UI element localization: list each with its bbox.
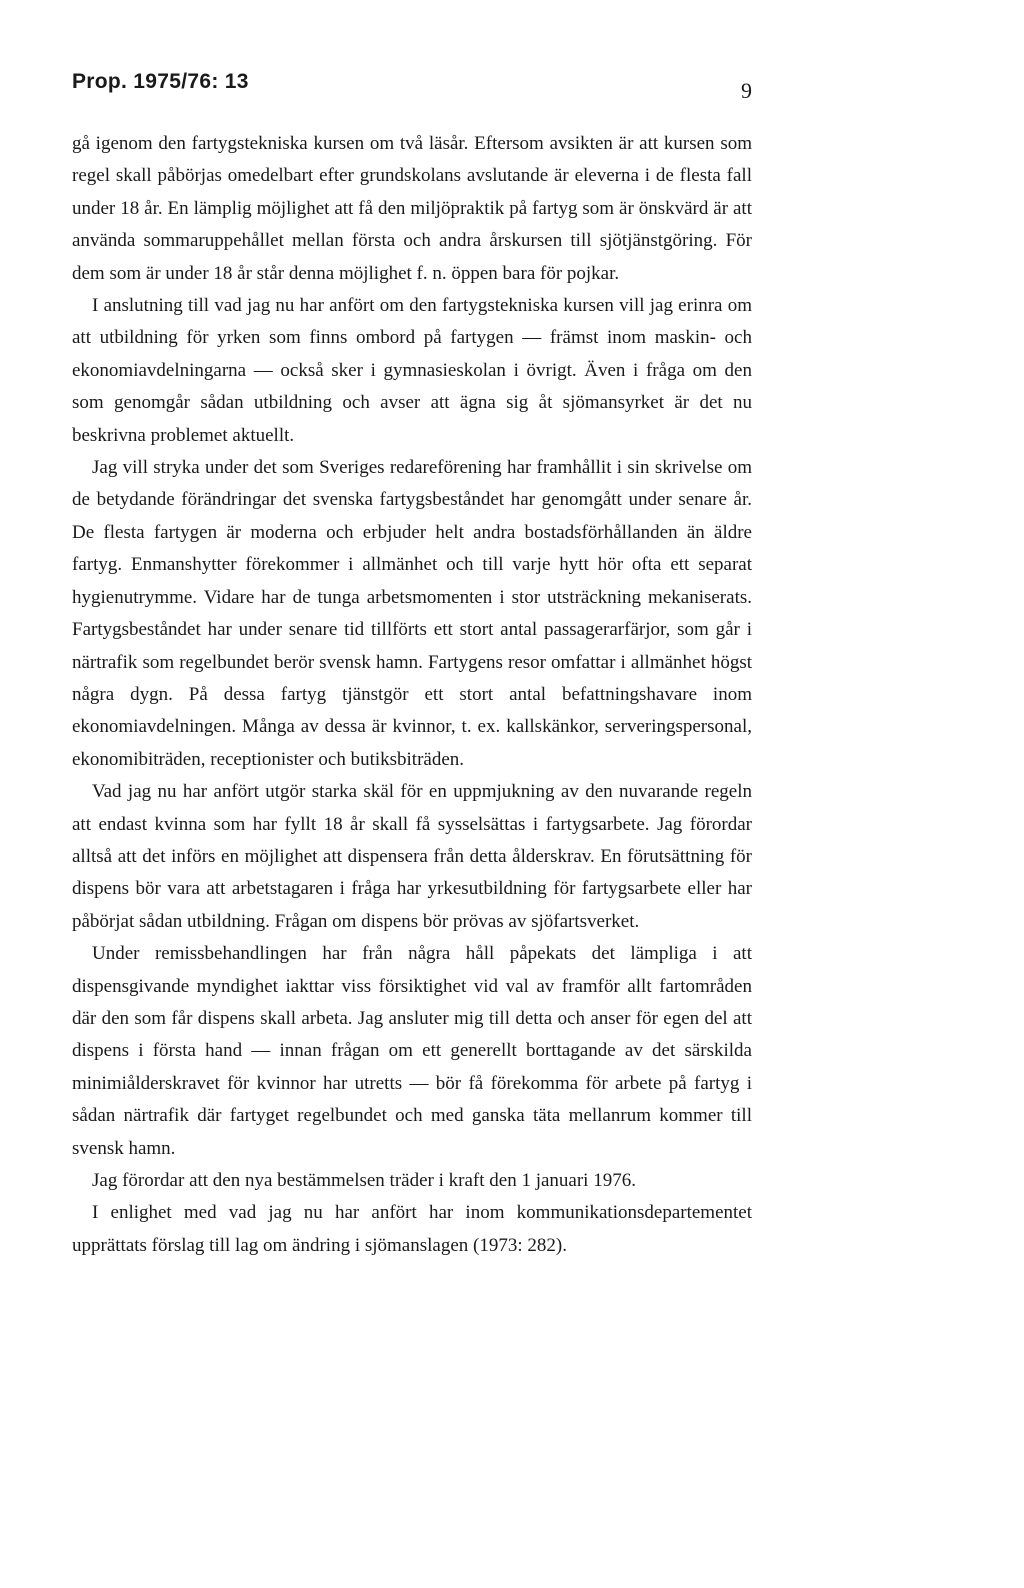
page-number: 9: [741, 78, 752, 103]
page-header: [72, 70, 752, 110]
paragraph-dispensation: Vad jag nu har anfört utgör starka skäl för en uppmjukning av den nuvarande regeln att endast kvinna som har fyllt 18 år skall få sysselsättas i fartygsarbete. Jag förordar alltså att det införs en möjlighet att dispensera från detta ålderskrav. En förutsättning för dispens bör vara att arbetstagaren i fråga har yrkesutbildning för fartygsarbete eller har påbörjat sådan utbildning. Frågan om dispens bör prövas av sjöfartsverket.: [72, 781, 752, 932]
paragraph-remiss: Under remissbehandlingen har från några håll påpekats det lämpliga i att dispensgivande myndighet iakttar viss försiktighet vid val av framför allt fartområden där den som får dispens skall arbeta. Jag ansluter mig till detta och anser för egen del att dispens i första hand — innan frågan om ett generellt borttagande av det särskilda minimiålderskravet för kvinnor har utretts — bör få förekomma för arbete på fartyg i sådan närtrafik där fartyget regelbundet och med ganska täta mellanrum kommer till svensk hamn.: [72, 943, 752, 1159]
paragraph-proposal: I enlighet med vad jag nu har anfört har inom kommunikationsdepartementet upprättats förslag till lag om ändring i sjömanslagen (1973: 282).: [72, 1202, 752, 1256]
document-reference: Prop. 1975/76: 13: [72, 70, 249, 93]
paragraph-effective-date: Jag förordar att den nya bestämmelsen träder i kraft den 1 januari 1976.: [92, 1170, 636, 1191]
paragraph-education: I anslutning till vad jag nu har anfört om den fartygstekniska kursen vill jag erinra om att utbildning för yrken som finns ombord på fartygen — främst inom maskin- och ekonomiavdelningarna — också sker i gymnasieskolan i övrigt. Även i fråga om den som genomgår sådan utbildning och avser att ägna sig åt sjömansyrket är det nu beskrivna problemet aktuellt.: [72, 295, 752, 446]
body-text: [72, 128, 752, 1262]
paragraph-continuation: gå igenom den fartygstekniska kursen om två läsår. Eftersom avsikten är att kursen som regel skall påbörjas omedelbart efter grundskolans avslutande är eleverna i de flesta fall under 18 år. En lämplig möjlighet att få den miljöpraktik på fartyg som är önskvärd är att använda sommaruppehållet mellan första och andra årskursen till sjötjänstgöring. För dem som är under 18 år står denna möjlighet f. n. öppen bara för pojkar.: [72, 133, 752, 284]
paragraph-fleet-changes: Jag vill stryka under det som Sveriges redareförening har framhållit i sin skrivelse om de betydande förändringar det svenska fartygsbeståndet har genomgått under senare år. De flesta fartygen är moderna och erbjuder helt andra bostadsförhållanden än äldre fartyg. Enmanshytter förekommer i allmänhet och till varje hytt hör ofta ett separat hygienutrymme. Vidare har de tunga arbetsmomenten i stor utsträckning mekaniserats. Fartygsbeståndet har under senare tid tillförts ett stort antal passagerarfärjor, som går i närtrafik som regelbundet berör svensk hamn. Fartygens resor omfattar i allmänhet högst några dygn. På dessa fartyg tjänstgör ett stort antal befattningshavare inom ekonomiavdelningen. Många av dessa är kvinnor, t. ex. kallskänkor, serveringspersonal, ekonomibiträden, receptionister och butiksbiträden.: [72, 457, 752, 770]
